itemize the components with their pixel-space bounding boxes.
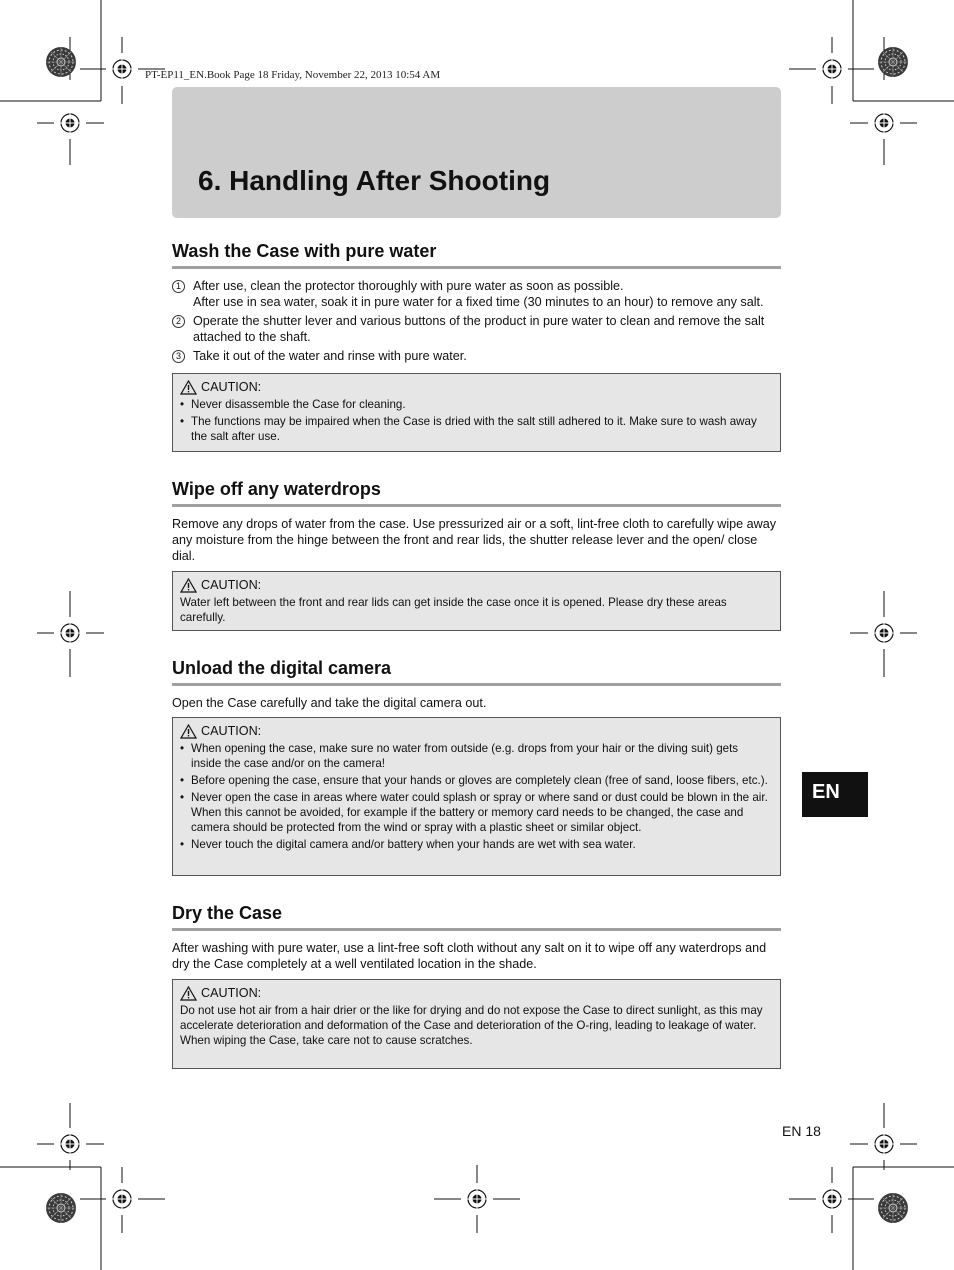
section-heading: Dry the Case — [172, 902, 781, 931]
section-wipe — [172, 478, 781, 564]
caution-bullet: • Never touch the digital camera and/or battery when your hands are wet with sea water. — [180, 837, 770, 852]
caution-box-dry — [172, 979, 781, 1069]
language-tab-label: EN — [812, 781, 840, 803]
step-item — [172, 313, 781, 345]
caution-bullets — [180, 741, 770, 852]
section-wash — [172, 240, 781, 367]
caution-bullet: • When opening the case, make sure no water from outside (e.g. drops from your hair or the diving suit) gets inside the case and/or on the camera! — [180, 741, 770, 771]
caution-text: Water left between the front and rear lids can get inside the case once it is opened. Please dry these areas carefully. — [180, 596, 727, 624]
caution-text: Do not use hot air from a hair drier or the like for drying and do not expose the Case to direct sunlight, as this may accelerate deterioration and deformation of the Case and deterioration of the O-ring, leading to leakage of water. — [180, 1004, 763, 1032]
caution-bullet: • Never open the case in areas where water could splash or spray or where sand or dust could be blown in the air. When this cannot be avoided, for example if the battery or memory card needs to be changed, the case and camera should be protected from the wind or spray with a plastic sheet or similar object. — [180, 790, 770, 835]
step-number: 2 — [172, 315, 185, 328]
caution-header — [180, 577, 770, 593]
chapter-title: 6. Handling After Shooting — [198, 165, 551, 196]
caution-label: CAUTION: — [201, 724, 262, 738]
step-item — [172, 348, 781, 364]
section-body: After washing with pure water, use a lint-free soft cloth without any salt on it to wipe off any waterdrops and dry the Case completely at a well ventilated location in the shade. — [172, 941, 767, 971]
caution-label: CAUTION: — [201, 578, 262, 592]
step-number: 1 — [172, 280, 185, 293]
step-number: 3 — [172, 350, 185, 363]
step-line: Take it out of the water and rinse with pure water. — [193, 349, 467, 363]
step-line: Operate the shutter lever and various buttons of the product in pure water to clean and remove the salt attached to the shaft. — [193, 314, 765, 344]
chapter-title-band — [172, 87, 781, 218]
caution-header — [180, 723, 770, 739]
step-item — [172, 278, 781, 310]
warning-triangle-icon — [180, 578, 197, 593]
caution-header — [180, 985, 770, 1001]
section-body: Open the Case carefully and take the digital camera out. — [172, 696, 487, 710]
section-body: Remove any drops of water from the case. Use pressurized air or a soft, lint-free cloth to carefully wipe away any moisture from the hinge between the front and rear lids, the shutter release lever and the open/ close dial. — [172, 517, 777, 563]
page-number: EN 18 — [782, 1123, 821, 1139]
wash-steps — [172, 278, 781, 364]
section-heading: Unload the digital camera — [172, 657, 781, 686]
caution-bullet: • Never disassemble the Case for cleaning. — [180, 397, 770, 412]
warning-triangle-icon — [180, 380, 197, 395]
section-unload — [172, 657, 781, 711]
caution-box-wash — [172, 373, 781, 452]
caution-header — [180, 379, 770, 395]
caution-text: When wiping the Case, take care not to cause scratches. — [180, 1034, 473, 1047]
caution-box-unload — [172, 717, 781, 876]
section-heading: Wipe off any waterdrops — [172, 478, 781, 507]
caution-bullet: • The functions may be impaired when the Case is dried with the salt still adhered to it. Make sure to wash away the salt after use. — [180, 414, 770, 444]
caution-label: CAUTION: — [201, 380, 262, 394]
section-dry — [172, 902, 781, 972]
step-line: After use, clean the protector thoroughly with pure water as soon as possible. — [193, 279, 624, 293]
caution-bullets — [180, 397, 770, 444]
step-line: After use in sea water, soak it in pure water for a fixed time (30 minutes to an hour) to remove any salt. — [193, 295, 764, 309]
language-tab — [802, 772, 868, 817]
warning-triangle-icon — [180, 986, 197, 1001]
section-heading: Wash the Case with pure water — [172, 240, 781, 269]
caution-label: CAUTION: — [201, 986, 262, 1000]
warning-triangle-icon — [180, 724, 197, 739]
caution-box-wipe — [172, 571, 781, 631]
book-header: PT-EP11_EN.Book Page 18 Friday, November 22, 2013 10:54 AM — [145, 69, 441, 81]
caution-bullet: • Before opening the case, ensure that your hands or gloves are completely clean (free of sand, loose fibers, etc.). — [180, 773, 770, 788]
